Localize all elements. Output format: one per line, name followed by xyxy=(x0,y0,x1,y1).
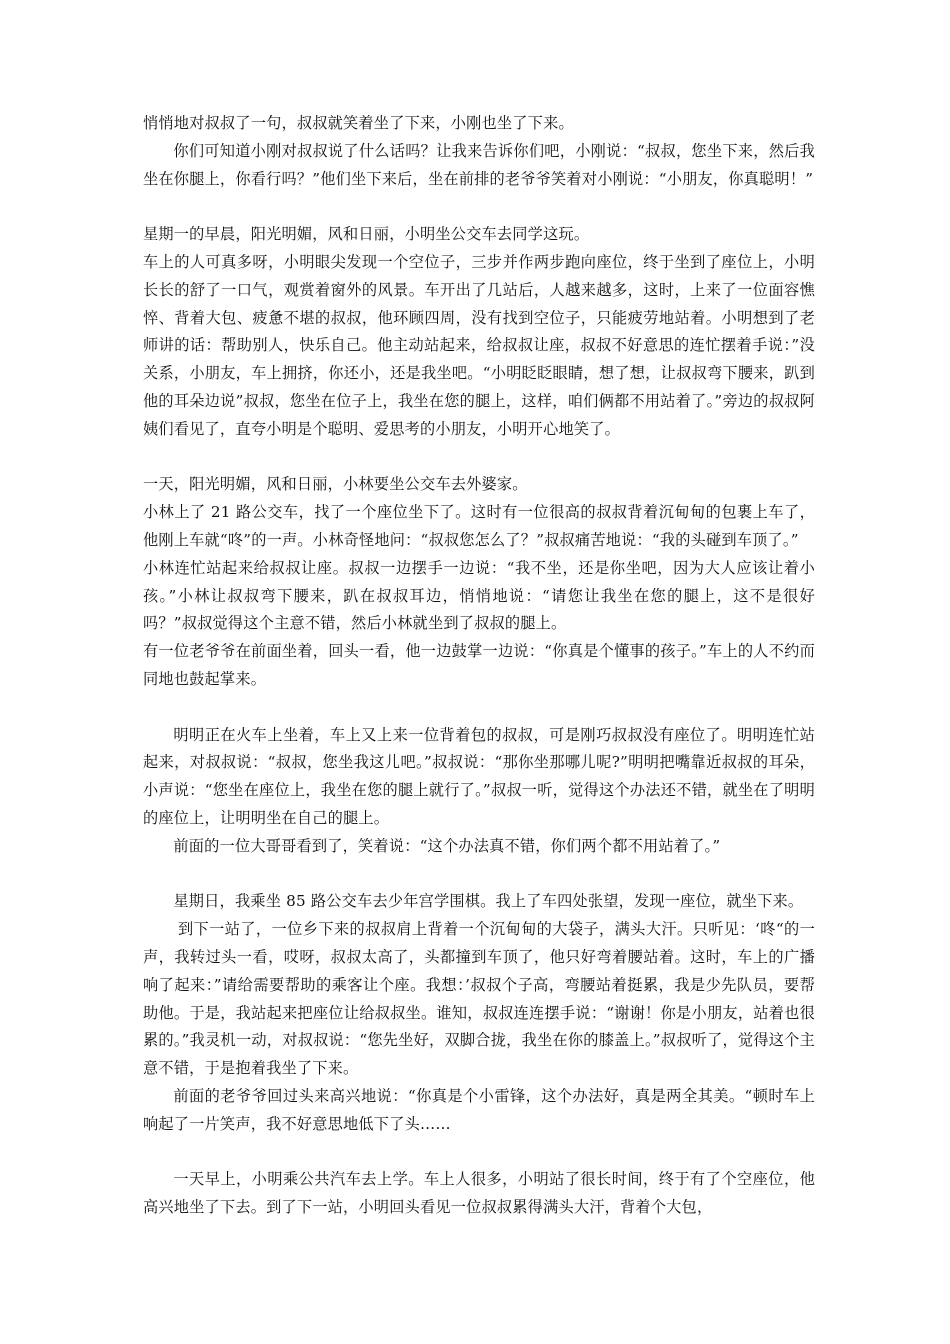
paragraph-gap xyxy=(143,694,815,722)
paragraph: 悄悄地对叔叔了一句，叔叔就笑着坐了下来，小刚也坐了下来。 xyxy=(143,114,574,132)
paragraph: 有一位老爷爷在前面坐着，回头一看，他一边鼓掌一边说：“你真是个懂事的孩子。”车上的人不约而同地也鼓起掌来。 xyxy=(143,642,815,688)
document-body xyxy=(143,110,815,1222)
paragraph: 一天，阳光明媚，风和日丽，小林要坐公交车去外婆家。 xyxy=(143,475,528,494)
paragraph: 明明正在火车上坐着，车上又上来一位背着包的叔叔，可是刚巧叔叔没有座位了。明明连忙站起来，对叔叔说：“叔叔，您坐我这儿吧。”叔叔说：“那你坐那哪儿呢?”明明把嘴靠近叔叔的耳朵，小声说：“您坐在座位上，我坐在您的腿上就行了。”叔叔一听，觉得这个办法还不错，就坐在了明明的座位上，让明明坐在自己的腿上。 xyxy=(143,725,815,827)
paragraph: 星期一的早晨，阳光明媚，风和日丽，小明坐公交车去同学这玩。 xyxy=(143,225,590,244)
paragraph: 前面的老爷爷回过头来高兴地说：“你真是个小雷锋，这个办法好，真是两全其美。“顿时车上响起了一片笑声，我不好意思地低下了头…… xyxy=(143,1086,815,1133)
paragraph: 到下一站了，一位乡下来的叔叔肩上背着一个沉甸甸的大袋子，满头大汗。只听见：‘咚“的一声，我转过头一看，哎呀，叔叔太高了，头都撞到车顶了，他只好弯着腰站着。这时，车上的广播响了起来：”请给需要帮助的乘客让个座。我想：’叔叔个子高，弯腰站着挺累，我是少先队员，要帮助他。于是，我站起来把座位让给叔叔坐。谁知，叔叔连连摆手说：“谢谢！你是小朋友，站着也很累的。”我灵机一动，对叔叔说：“您先坐好，双脚合拢，我坐在你的膝盖上。”叔叔听了，觉得这个主意不错，于是抱着我坐了下来。 xyxy=(143,920,815,1078)
paragraph: 你们可知道小刚对叔叔说了什么话吗？让我来告诉你们吧，小刚说：“叔叔，您坐下来，然后我坐在你腿上，你看行吗？”他们坐下来后，坐在前排的老爷爷笑着对小刚说：“小朋友，你真聪明！” xyxy=(143,141,815,188)
paragraph: 一天早上，小明乘公共汽车去上学。车上人很多，小明站了很长时间，终于有了个空座位，他高兴地坐了下去。到了下一站，小明回头看见一位叔叔累得满头大汗，背着个大包， xyxy=(143,1170,815,1217)
paragraph-gap xyxy=(143,1138,815,1166)
paragraph-gap xyxy=(143,193,815,221)
paragraph: 前面的一位大哥哥看到了，笑着说：“这个办法真不错，你们两个都不用站着了。” xyxy=(173,836,721,855)
paragraph: 小林连忙站起来给叔叔让座。叔叔一边摆手一边说：“我不坐，还是你坐吧，因为大人应该让着小孩。”小林让叔叔弯下腰来，趴在叔叔耳边，悄悄地说：“请您让我坐在您的腿上，这不是很好吗？”叔叔觉得这个主意不错，然后小林就坐到了叔叔的腿上。 xyxy=(143,558,815,633)
paragraph: 车上的人可真多呀，小明眼尖发现一个空位子，三步并作两步跑向座位，终于坐到了座位上，小明长长的舒了一口气，观赏着窗外的风景。车开出了几站后，人越来越多，这时，上来了一位面容憔悴、背着大包、疲惫不堪的叔叔，他环顾四周，没有找到空位子，只能疲劳地站着。小明想到了老师讲的话：帮助别人，快乐自己。他主动站起来，给叔叔让座，叔叔不好意思的连忙摆着手说：”没关系，小朋友，车上拥挤，你还小，还是我坐吧。“小明眨眨眼睛，想了想，让叔叔弯下腰来，趴到他的耳朵边说”叔叔，您坐在位子上，我坐在您的腿上，这样，咱们俩都不用站着了。”旁边的叔叔阿姨们看见了，直夸小明是个聪明、爱思考的小朋友，小明开心地笑了。 xyxy=(143,252,815,438)
paragraph: 小林上了 21 路公交车，找了一个座位坐下了。这时有一位很高的叔叔背着沉甸甸的包裹上车了，他刚上车就“咚”的一声。小林奇怪地问：“叔叔您怎么了？”叔叔痛苦地说：“我的头碰到车顶了。” xyxy=(143,503,815,549)
paragraph: 星期日，我乘坐 85 路公交车去少年宫学围棋。我上了车四处张望，发现一座位，就坐下来。 xyxy=(173,892,804,911)
paragraph-gap xyxy=(143,861,815,889)
paragraph-gap xyxy=(143,444,815,472)
